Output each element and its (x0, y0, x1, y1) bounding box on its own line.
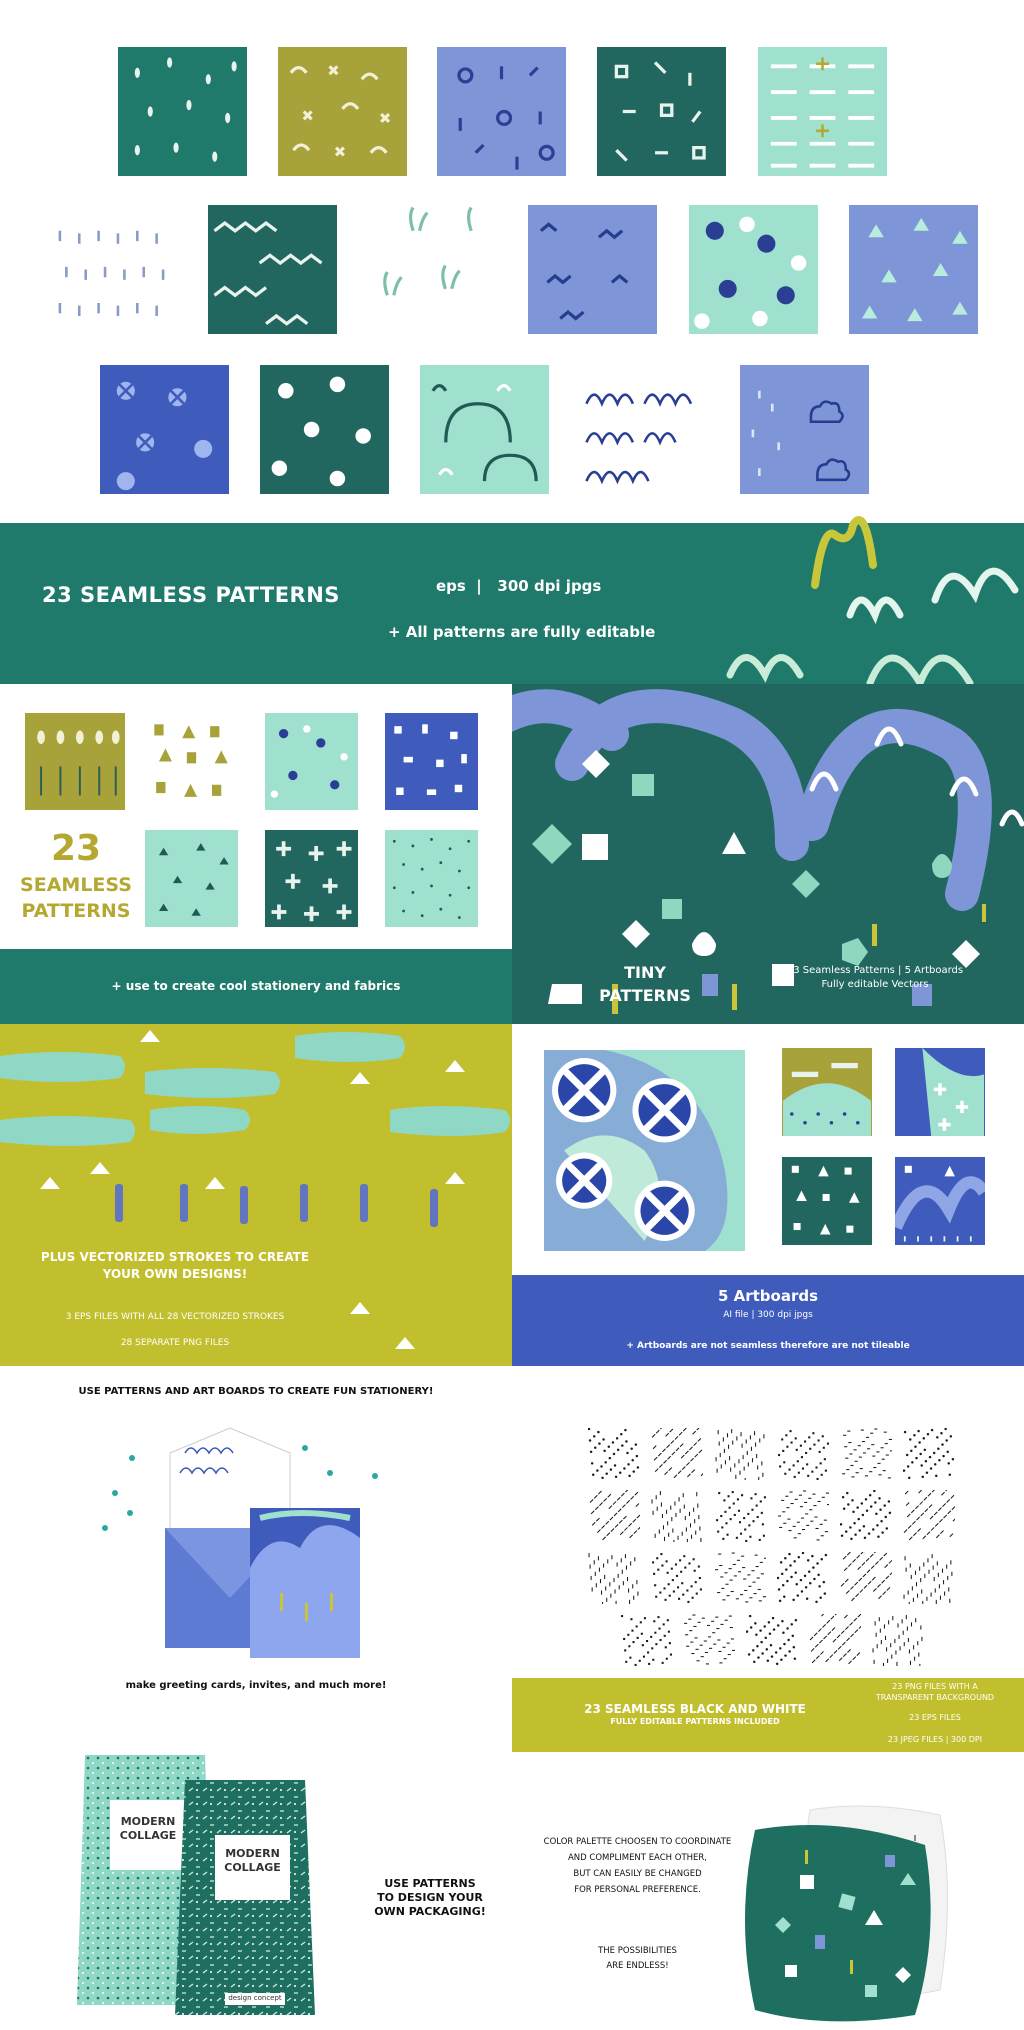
bw-title: 23 SEAMLESS BLACK AND WHITE (584, 1702, 806, 1716)
pillows-text-6: ARE ENDLESS! (606, 1961, 669, 1971)
artboard-thumb-olive (782, 1048, 872, 1136)
pattern-swatch-mint-dashes (758, 47, 887, 176)
pattern-swatch-teal-halfdots (260, 365, 389, 494)
tiny-panel-title-1: TINY (624, 963, 666, 982)
bw-pattern-tile (651, 1552, 703, 1604)
bw-pattern-tile (903, 1552, 955, 1604)
bw-pattern-tile (588, 1428, 640, 1480)
bw-pattern-tile (809, 1614, 861, 1666)
banner-editable: + All patterns are fully editable (388, 623, 656, 641)
mini-swatch-blue-confetti (385, 713, 478, 810)
strokes-panel-info1: 3 EPS FILES WITH ALL 28 VECTORIZED STROKES (65, 1312, 285, 1322)
pillows-text-2: AND COMPLIMENT EACH OTHER, (567, 1853, 708, 1863)
pattern-swatch-periwinkle-triangles (849, 205, 978, 334)
pattern-swatch-olive-cross (278, 47, 407, 176)
left-panel-count: 23 (50, 828, 102, 869)
mini-swatch-olive-drops (25, 713, 125, 810)
tiny-panel-info-1: 23 Seamless Patterns | 5 Artboards (786, 965, 964, 976)
bw-pattern-tile (777, 1490, 829, 1542)
mini-swatch-teal-plus (265, 830, 358, 927)
artboard-large-preview (544, 1050, 745, 1251)
strokes-panel-line2: YOUR OWN DESIGNS! (102, 1267, 248, 1281)
strokes-panel-info2: 28 SEPARATE PNG FILES (120, 1338, 230, 1348)
pillows-illustration (745, 1795, 1024, 2025)
tiny-panel-info-2: Fully editable Vectors (821, 979, 929, 990)
artboard-thumb-royal (895, 1157, 985, 1245)
banner-strokes-illustration (720, 505, 1024, 684)
bw-pattern-tile (872, 1614, 924, 1666)
bw-pattern-tile (903, 1490, 955, 1542)
bw-pattern-tile (588, 1552, 640, 1604)
bw-pattern-tile (840, 1490, 892, 1542)
mini-swatch-mint-triangles (145, 830, 238, 927)
mini-swatch-mint-dots (265, 713, 358, 810)
bw-pattern-tile (777, 1428, 829, 1480)
mini-swatch-white-shapes (145, 713, 238, 810)
bw-pattern-tile (588, 1490, 640, 1542)
strokes-panel-line1: PLUS VECTORIZED STROKES TO CREATE (40, 1250, 310, 1264)
bw-pattern-tile (714, 1552, 766, 1604)
pattern-swatch-white-grass (368, 205, 497, 334)
pattern-swatch-periwinkle-marks (437, 47, 566, 176)
bw-spec-4: 23 JPEG FILES | 300 DPI (887, 1735, 983, 1744)
bw-pattern-tile (840, 1552, 892, 1604)
tiny-panel-title-2: PATTERNS (599, 986, 691, 1005)
bw-pattern-grid (588, 1428, 960, 1673)
pattern-swatch-teal-shapes (597, 47, 726, 176)
left-panel-line1: SEAMLESS (20, 874, 132, 896)
pillows-text-4: FOR PERSONAL PREFERENCE. (574, 1885, 701, 1895)
pattern-swatch-blue-crossdots (100, 365, 229, 494)
artboards-note: + Artboards are not seamless therefore are not tileable (626, 1341, 910, 1351)
bw-subtitle: FULLY EDITABLE PATTERNS INCLUDED (610, 1717, 780, 1726)
packaging-illustration (75, 1745, 345, 2020)
pillows-text-5: THE POSSIBILITIES (598, 1946, 677, 1956)
package-back-label-2: COLLAGE (224, 1861, 281, 1874)
banner-formats: eps | 300 dpi jpgs (436, 577, 602, 595)
bw-spec-3: 23 EPS FILES (909, 1713, 961, 1722)
pattern-swatch-teal-dots (118, 47, 247, 176)
stationery-caption: make greeting cards, invites, and much more! (125, 1680, 387, 1691)
pattern-swatch-teal-zigzag (208, 205, 337, 334)
pattern-swatch-periwinkle-clouds (740, 365, 869, 494)
bw-pattern-tile (777, 1552, 829, 1604)
bw-spec-1: 23 PNG FILES WITH A (892, 1682, 978, 1691)
artboards-title: 5 Artboards (717, 1287, 819, 1305)
bw-pattern-tile (840, 1428, 892, 1480)
left-panel-line2: PATTERNS (21, 900, 131, 922)
pattern-swatch-mint-circles (689, 205, 818, 334)
stationery-heading: USE PATTERNS AND ART BOARDS TO CREATE FUN STATIONERY! (78, 1386, 434, 1397)
package-front-label-2: COLLAGE (119, 1829, 177, 1842)
bw-pattern-tile (651, 1428, 703, 1480)
pattern-swatch-white-ticks (47, 205, 176, 334)
bw-pattern-tile (620, 1614, 672, 1666)
bw-spec-2: TRANSPARENT BACKGROUND (875, 1693, 995, 1702)
bw-pattern-tile (651, 1490, 703, 1542)
pattern-swatch-periwinkle-waves (528, 205, 657, 334)
artboards-format: AI file | 300 dpi jpgs (723, 1310, 813, 1320)
bw-pattern-tile (714, 1428, 766, 1480)
pillows-text-1: COLOR PALETTE CHOOSEN TO COORDINATE (543, 1837, 732, 1847)
bw-pattern-tile (683, 1614, 735, 1666)
package-back-label-1: MODERN (225, 1847, 280, 1860)
mini-swatch-mint-speckle (385, 830, 478, 927)
artboard-thumb-blue (895, 1048, 985, 1136)
pillows-text-3: BUT CAN EASILY BE CHANGED (573, 1869, 702, 1879)
packaging-heading-2: TO DESIGN YOUR (377, 1891, 483, 1904)
packaging-heading-3: OWN PACKAGING! (374, 1905, 486, 1918)
bw-pattern-tile (714, 1490, 766, 1542)
pattern-swatch-mint-arches (420, 365, 549, 494)
package-front-label-1: MODERN (120, 1815, 176, 1828)
package-tag: design concept (228, 1994, 282, 2002)
envelope-illustration (90, 1418, 390, 1658)
bw-pattern-tile (903, 1428, 955, 1480)
artboard-thumb-teal (782, 1157, 872, 1245)
left-panel-footer: + use to create cool stationery and fabrics (111, 979, 401, 993)
packaging-heading-1: USE PATTERNS (384, 1877, 476, 1890)
banner-title: 23 SEAMLESS PATTERNS (42, 583, 340, 607)
bw-pattern-tile (746, 1614, 798, 1666)
pattern-swatch-white-humps (580, 365, 709, 494)
